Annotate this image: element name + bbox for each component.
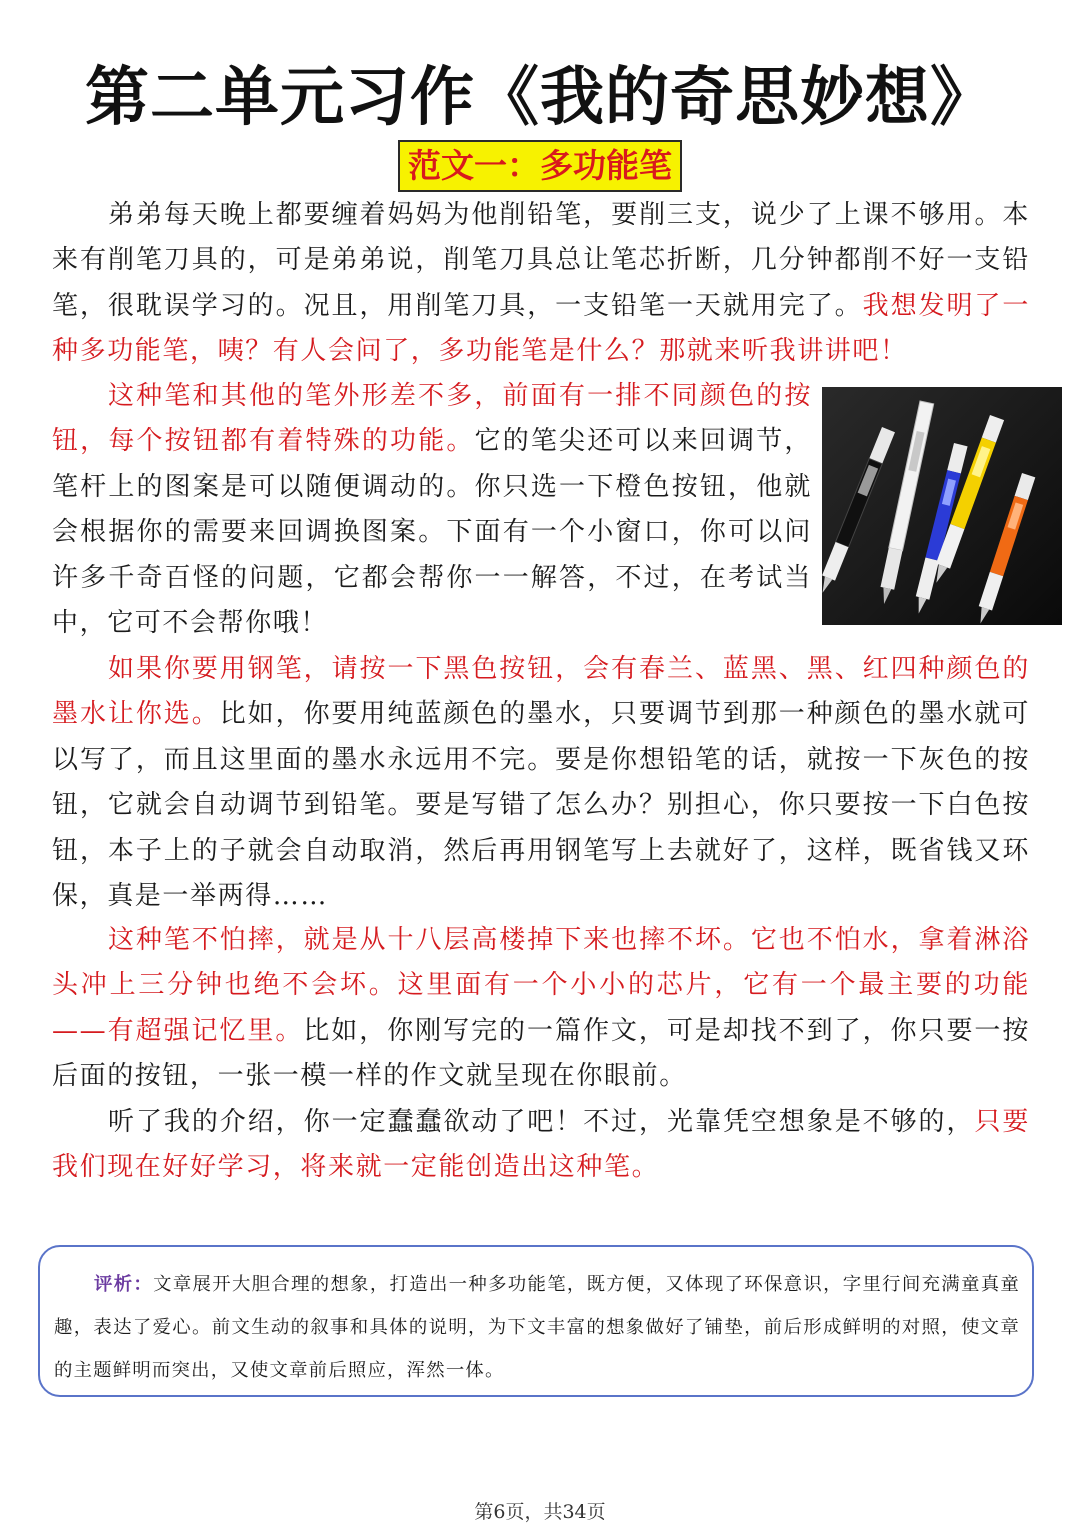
page-number-footer: 第6页，共34页: [474, 1501, 606, 1523]
commentary-box: [38, 1245, 1034, 1397]
paragraph-5-text: 听了我的介绍，你一定蠢蠢欲动了吧！不过，光靠凭空想象是不够的，: [108, 1107, 975, 1137]
essay-paragraph-3: [52, 647, 1030, 919]
paragraph-5-highlight: 只要我们现在好好学习，将来就一定能创造出这种笔。: [52, 1107, 1031, 1183]
paragraph-1-text: 弟弟每天晚上都要缠着妈妈为他削铅笔，要削三支，说少了上课不够用。本来有削笔刀具的，可是弟弟说，削笔刀具总让笔芯折断，几分钟都削不好一支铅笔，很耽误学习的。况且，用削笔刀具，一支铅笔一天就用完了。: [52, 200, 1030, 321]
paragraph-2-text: 它的笔尖还可以来回调节，笔杆上的图案是可以随便调动的。你只选一下橙色按钮，他就会根据你的需要来回调换图案。下面有一个小窗口，你可以问许多千奇百怪的问题，它都会帮你一一解答，不过，在考试当中，它可不会帮你哦！: [52, 426, 812, 639]
essay-paragraph-1: [52, 193, 1030, 375]
paragraph-4-highlight: 这种笔不怕摔，就是从十八层高楼掉下来也摔不坏。它也不怕水，拿着淋浴头冲上三分钟也绝不会坏。这里面有一个小小的芯片，它有一个最主要的功能——有超强记忆里。: [52, 925, 1030, 1046]
paragraph-1-highlight: 我想发明了一种多功能笔，咦？有人会问了，多功能笔是什么？那就来听我讲讲吧！: [52, 290, 1030, 367]
pens-illustration: [822, 387, 1062, 625]
paragraph-4-text: 比如，你刚写完的一篇作文，可是却找不到了，你只要一按后面的按钮，一张一模一样的作文就呈现在你眼前。: [52, 1015, 1030, 1092]
essay-paragraph-5: [52, 1100, 1030, 1191]
essay-paragraph-2: [52, 374, 812, 646]
sample-essay-subtitle: 范文一：多功能笔: [398, 140, 682, 192]
paragraph-3-highlight: 如果你要用钢笔，请按一下黑色按钮，会有春兰、蓝黑、黑、红四种颜色的墨水让你选。: [52, 654, 1030, 730]
commentary-label: 评析：: [94, 1274, 154, 1295]
commentary-body: 文章展开大胆合理的想象，打造出一种多功能笔，既方便，又体现了环保意识，字里行间充满童真童趣，表达了爱心。前文生动的叙事和具体的说明，为下文丰富的想象做好了铺垫，前后形成鲜明的对照，使文章的主题鲜明而突出，又使文章前后照应，浑然一体。: [54, 1274, 1020, 1381]
paragraph-2-highlight: 这种笔和其他的笔外形差不多，前面有一排不同颜色的按钮，每个按钮都有着特殊的功能。: [52, 381, 812, 457]
multifunction-pens-photo: [822, 387, 1062, 625]
paragraph-3-text: 比如，你要用纯蓝颜色的墨水，只要调节到那一种颜色的墨水就可以写了，而且这里面的墨水永远用不完。要是你想铅笔的话，就按一下灰色的按钮，它就会自动调节到铅笔。要是写错了怎么办？别担心，你只要按一下白色按钮，本子上的子就会自动取消，然后再用钢笔写上去就好了，这样，既省钱又环保，真是一举两得……: [52, 699, 1030, 912]
commentary-text: [54, 1263, 1020, 1392]
essay-paragraph-4: [52, 918, 1030, 1100]
subtitle-wrap: [0, 140, 1080, 192]
page-title: 第二单元习作《我的奇思妙想》: [85, 60, 995, 135]
